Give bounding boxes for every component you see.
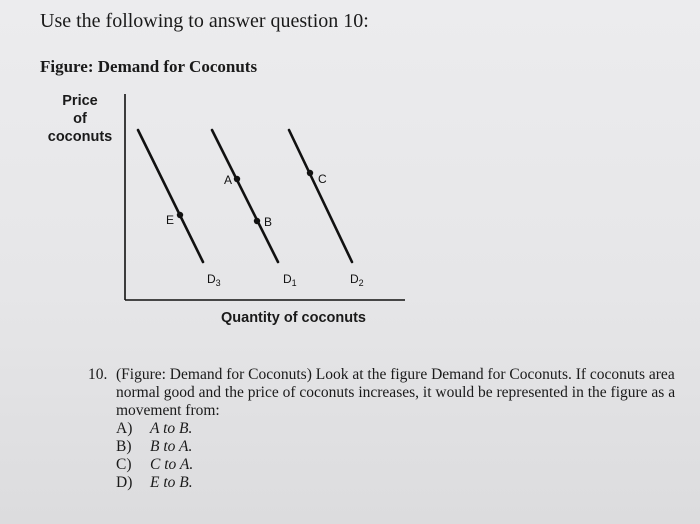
x-axis-label: Quantity of coconuts xyxy=(221,310,366,326)
curve-label-d1: $D_1$ xyxy=(283,272,297,288)
option-c[interactable] xyxy=(116,456,688,474)
figure-title: Figure: Demand for Coconuts xyxy=(40,57,258,76)
y-axis-label-line: Price xyxy=(62,93,98,109)
option-a[interactable] xyxy=(116,420,688,438)
point-a-marker xyxy=(234,176,240,182)
question-text: (Figure: Demand for Coconuts) Look at the figure Demand for Coconuts. If coconuts area normal good and the price of coconuts increases, it would be represented in the figure as a movement from: xyxy=(116,366,676,419)
option-text: E to B. xyxy=(150,474,193,491)
option-text: A to B. xyxy=(150,420,193,437)
y-axis-label-line: of xyxy=(73,111,87,127)
option-text: B to A. xyxy=(150,438,193,455)
point-label-a: A xyxy=(224,173,233,187)
option-letter: B) xyxy=(116,438,132,455)
option-d[interactable] xyxy=(116,474,688,492)
demand-curve-d1 xyxy=(212,130,278,262)
demand-curve-d2 xyxy=(289,130,352,262)
option-letter: C) xyxy=(116,456,132,473)
point-label-b: B xyxy=(264,215,273,229)
y-axis-label-line: coconuts xyxy=(47,129,113,145)
answer-options xyxy=(116,420,688,492)
point-label-c: C xyxy=(318,172,327,186)
axes xyxy=(125,94,405,300)
curve-label-d2: $D_2$ xyxy=(350,272,364,288)
option-text: C to A. xyxy=(150,456,194,473)
option-b[interactable] xyxy=(116,438,688,456)
point-b-marker xyxy=(254,218,260,224)
option-letter: A) xyxy=(116,420,133,437)
point-label-e: E xyxy=(166,213,175,227)
intro-text: Use the following to answer question 10: xyxy=(40,10,369,32)
question-block xyxy=(88,366,688,492)
point-e-marker xyxy=(177,212,183,218)
curve-label-d3: $D_3$ xyxy=(207,272,221,288)
option-letter: D) xyxy=(116,474,133,491)
question-number: 10. xyxy=(88,366,108,383)
point-c-marker xyxy=(307,170,313,176)
demand-curve-d3 xyxy=(138,130,203,262)
